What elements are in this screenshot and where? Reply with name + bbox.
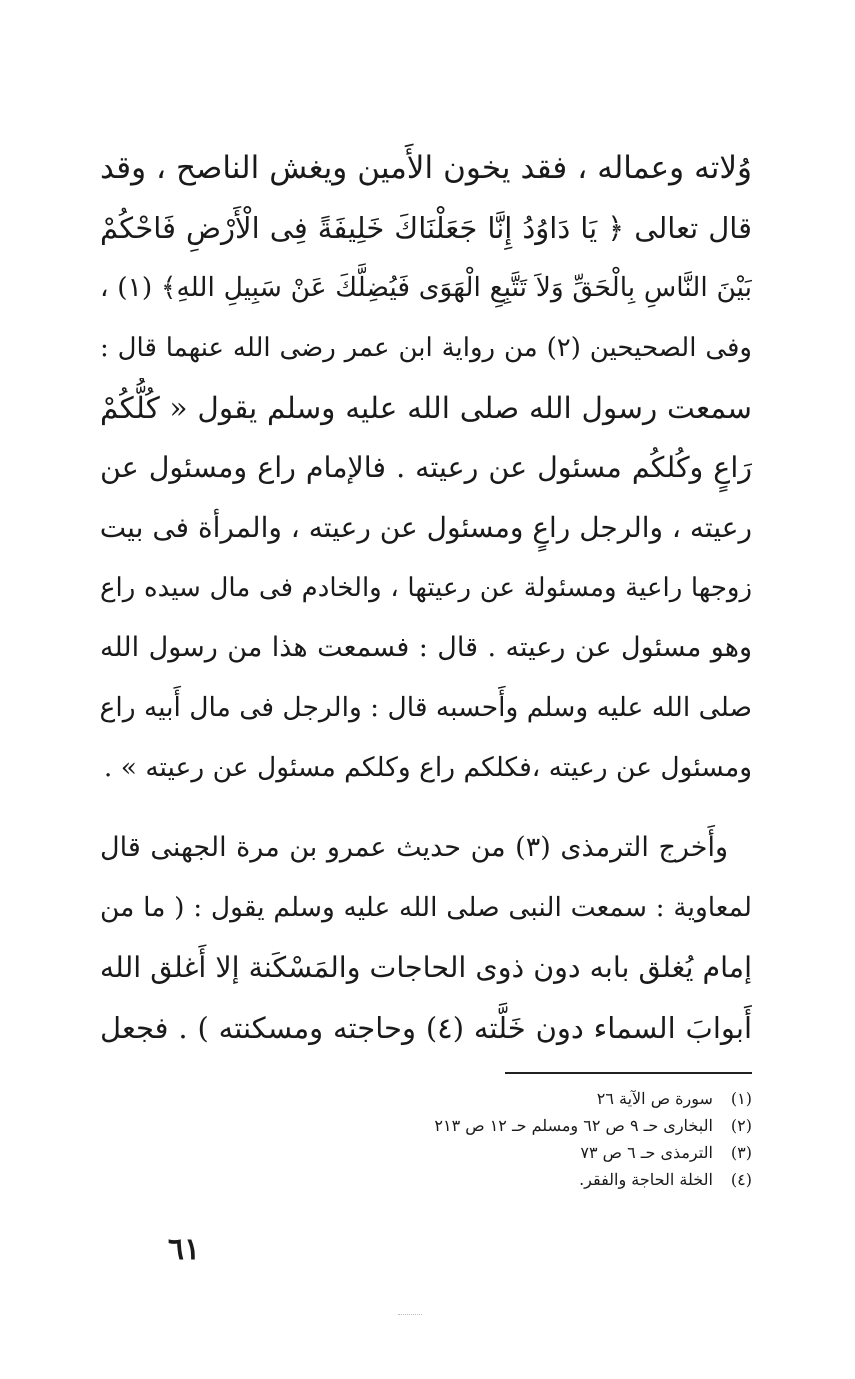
footnote [300, 1112, 752, 1139]
footnote-number: (٤) [730, 1170, 752, 1189]
page-number: ٦١ [167, 1232, 201, 1267]
text-line: ومسئول عن رعيته ،فكلكم راع وكلكم مسئول عن رعيته » . [103, 752, 752, 783]
text-line: بَيْنَ النَّاسِ بِالْحَقِّ وَلاَ تَتَّبِعِ الْهَوَى فَيُضِلَّكَ عَنْ سَبِيلِ اللهِ﴾ (١) ، [100, 272, 752, 303]
text-line: رَاعٍ وكُلكُم مسئول عن رعيته . فالإمام راع ومسئول عن [100, 451, 752, 484]
text-line: سمعت رسول الله صلى الله عليه وسلم يقول « كُلُّكُمْ [100, 391, 752, 425]
text-line: وأَخرج الترمذى (٣) من حديث عمرو بن مرة الجهنى قال [100, 832, 728, 863]
footnotes [300, 1085, 752, 1193]
footnote-number: (٣) [730, 1143, 752, 1162]
footnote-text: سورة ص الآية ٢٦ [596, 1089, 713, 1108]
footnote-text: الخلة الحاجة والفقر. [579, 1170, 713, 1189]
text-line: رعيته ، والرجل راعٍ ومسئول عن رعيته ، والمرأة فى بيت [100, 511, 752, 544]
text-line: وفى الصحيحين (٢) من رواية ابن عمر رضى الله عنهما قال : [100, 333, 752, 363]
footnote-divider [505, 1072, 752, 1074]
footnote [300, 1166, 752, 1193]
text-line: قال تعالى ﴿ يَا دَاوُدُ إِنَّا جَعَلْنَاكَ خَلِيفَةً فِى الْأَرْضِ فَاحْكُمْ [100, 211, 752, 245]
text-line: صلى الله عليه وسلم وأَحسبه قال : والرجل فى مال أَبيه راع [100, 692, 752, 723]
footnote-text: الترمذى حـ ٦ ص ٧٣ [580, 1143, 713, 1162]
text-line: زوجها راعية ومسئولة عن رعيتها ، والخادم فى مال سيده راع [100, 573, 752, 603]
paragraph-2 [100, 818, 752, 1058]
text-line: وُلاته وعماله ، فقد يخون الأَمين ويغش الناصح ، وقد [100, 150, 752, 186]
scan-speck [398, 1314, 422, 1315]
footnote-number: (١) [730, 1089, 752, 1108]
footnote-text: البخارى حـ ٩ ص ٦٢ ومسلم حـ ١٢ ص ٢١٣ [434, 1116, 713, 1135]
paragraph-1 [100, 138, 752, 798]
footnote-number: (٢) [730, 1116, 752, 1135]
text-line: إمام يُغلق بابه دون ذوى الحاجات والمَسْكَنة إلا أَغلق الله [100, 951, 752, 984]
footnote [300, 1139, 752, 1166]
text-line: لمعاوية : سمعت النبى صلى الله عليه وسلم يقول : ( ما من [100, 892, 752, 923]
footnote [300, 1085, 752, 1112]
text-line: وهو مسئول عن رعيته . قال : فسمعت هذا من رسول الله [100, 632, 752, 663]
text-line: أَبوابَ السماء دون خَلَّته (٤) وحاجته ومسكنته ) . فجعل [100, 1011, 752, 1045]
